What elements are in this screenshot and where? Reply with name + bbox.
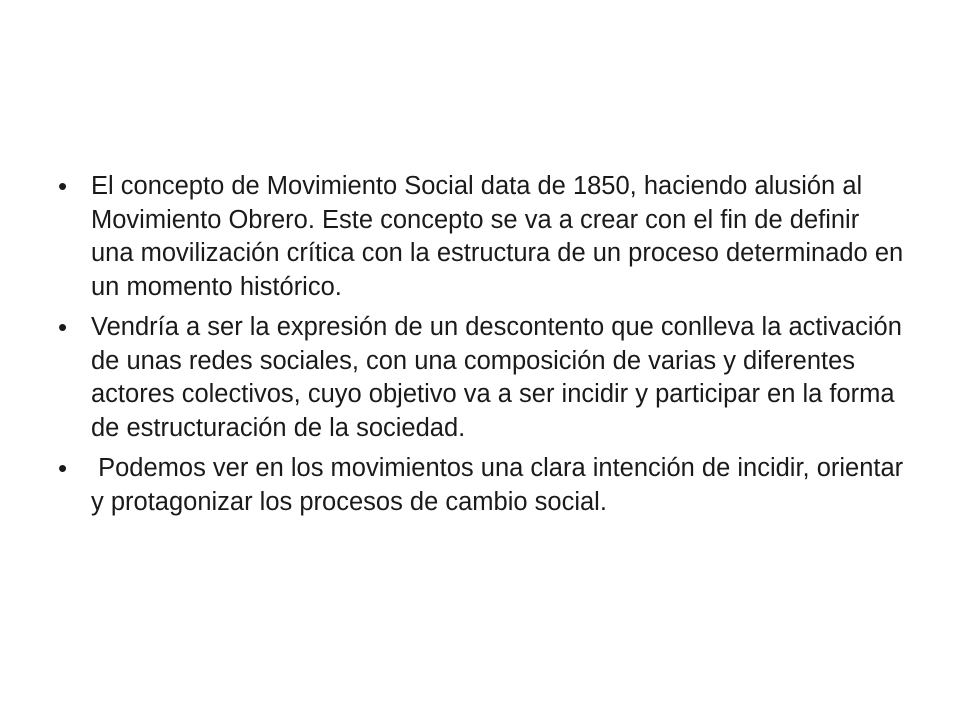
bullet-text-3: Podemos ver en los movimientos una clara intención de incidir, orientar y protagonizar los procesos de cambio social. <box>91 454 911 516</box>
bullet-item-1 <box>58 170 911 304</box>
bullet-icon: • <box>58 453 68 483</box>
bullet-icon: • <box>58 171 68 201</box>
bullet-item-2 <box>58 311 908 445</box>
bullet-icon: • <box>58 312 68 342</box>
bullet-text-1: El concepto de Movimiento Social data de 1850, haciendo alusión al Movimiento Obrero. Este concepto se va a crear con el fin de definir una movilización crítica con la estructura de un proceso determinado en un momento histórico. <box>91 172 911 301</box>
bullet-item-3 <box>58 452 911 519</box>
bullet-text-2: Vendría a ser la expresión de un descontento que conlleva la activación de unas redes sociales, con una composición de varias y diferentes actores colectivos, cuyo objetivo va a ser incidir y participar en la forma de estructuración de la sociedad. <box>91 313 909 442</box>
bullet-list <box>58 170 911 526</box>
